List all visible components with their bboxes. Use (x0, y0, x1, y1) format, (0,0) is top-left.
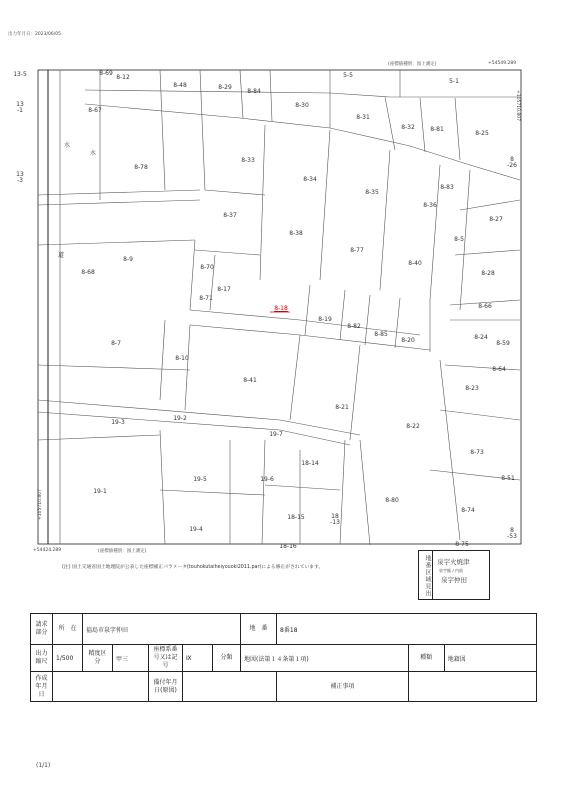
lot-label: 8-70 (200, 264, 214, 271)
coord-top-right: +54549.289 (488, 61, 517, 66)
lot-label: 8-25 (475, 130, 489, 137)
lot-label: 8-34 (303, 176, 317, 183)
lot-label: 8-18 (274, 305, 288, 312)
lot-label: 8-82 (347, 323, 361, 330)
lot-label: 8-12 (116, 74, 130, 81)
lot-label: 8-10 (175, 355, 189, 362)
lot-number-value: 8番18 (277, 614, 537, 645)
lot-label: 8-17 (217, 286, 231, 293)
classification-label: 分類 (213, 645, 241, 672)
lot-label: 19-3 (111, 419, 125, 426)
coord-left: +105710.807 (38, 489, 43, 520)
lot-label: 8-48 (173, 82, 187, 89)
coord-bottom-left: +54424.289 (33, 548, 62, 553)
page-number: (1/1) (36, 762, 51, 769)
lot-label: 8-20 (401, 337, 415, 344)
lot-label: 8-22 (406, 423, 420, 430)
print-date: 出力年月日：2023/06/05 (8, 32, 61, 37)
attached-value (183, 672, 277, 702)
lot-label: 8-74 (461, 507, 475, 514)
lot-label: 8 -26 (507, 156, 517, 169)
lot-label: 13 -3 (16, 171, 24, 184)
lot-label: 8-32 (401, 124, 415, 131)
lot-label: 8-41 (243, 377, 257, 384)
area-name-3: 泉字仲田 (441, 576, 467, 584)
lot-label: 5-5 (343, 72, 353, 79)
lot-label: 8-27 (489, 216, 503, 223)
lot-label: 8-73 (470, 449, 484, 456)
lot-label: 8-38 (289, 230, 303, 237)
lot-label: 8-64 (492, 366, 506, 373)
classification-value: 地図(法第１４条第１項) (241, 645, 409, 672)
lot-label: 8-5 (454, 236, 464, 243)
lot-label: 8-30 (295, 102, 309, 109)
coord-right: +105710.807 (515, 90, 520, 121)
lot-label: 8-68 (81, 269, 95, 276)
coord-system-label: 座標系番号又は記号 (149, 645, 183, 672)
lot-label: 8-28 (481, 270, 495, 277)
lot-label: 8-77 (350, 247, 364, 254)
location-label: 所 在 (53, 614, 83, 645)
created-value (53, 672, 149, 702)
type-value: 地籍図 (444, 645, 536, 672)
lot-label: 8-36 (423, 202, 437, 209)
lot-label: 8-75 (455, 541, 469, 548)
lot-label: 18-15 (287, 514, 305, 521)
lot-label: 8-81 (430, 126, 444, 133)
lot-label: 18-16 (279, 543, 297, 550)
created-label: 作成年月日 (31, 672, 53, 702)
lot-label: 8-37 (223, 212, 237, 219)
lot-label: 8-19 (318, 316, 332, 323)
lot-label: 18-14 (301, 460, 319, 467)
lot-label: 8-40 (408, 260, 422, 267)
location-value: 福島市泉字仲田 (83, 614, 241, 645)
street-label-water-1: 水 (64, 142, 71, 149)
lot-label: 13 -1 (16, 101, 24, 114)
lot-label: 8-51 (501, 475, 515, 482)
lot-label: 8 -53 (507, 527, 517, 540)
area-index-box (418, 550, 490, 600)
lot-label: 18 -13 (330, 513, 340, 526)
lot-label: 8-80 (385, 497, 399, 504)
lot-label: 8-78 (134, 164, 148, 171)
area-name-1: 泉字火焼津 (437, 558, 470, 566)
street-label-road: 道 (58, 252, 65, 259)
precision-value: 甲三 (113, 645, 149, 672)
coord-system-bottom: (座標値種別：図上測定) (98, 549, 147, 554)
lot-label: 8-29 (218, 84, 232, 91)
coord-system-value: Ⅸ (183, 645, 213, 672)
lot-label: 8-83 (440, 184, 454, 191)
lot-label: 8-21 (335, 404, 349, 411)
lot-label: 19-2 (173, 415, 187, 422)
request-section-label: 請求部分 (31, 614, 53, 645)
precision-label: 精度区分 (83, 645, 113, 672)
lot-label: 19-5 (193, 476, 207, 483)
lot-label: 8-33 (241, 157, 255, 164)
lot-label: 8-23 (465, 385, 479, 392)
lot-label: 8-31 (356, 114, 370, 121)
lot-label: 19-6 (260, 476, 274, 483)
lot-label: 19-1 (93, 488, 107, 495)
area-name-2: 泉字飯ノ内前 (439, 568, 463, 573)
lot-label: 19-4 (189, 526, 203, 533)
lot-label: 8-84 (247, 88, 261, 95)
lot-label: 13-5 (13, 71, 27, 78)
lot-label: 8-85 (374, 331, 388, 338)
coord-system-top: (座標値種別：図上測定) (388, 62, 437, 67)
correction-label: 補正事項 (277, 672, 409, 702)
lot-label: 8-7 (111, 340, 121, 347)
lot-label: 8-9 (123, 256, 133, 263)
lot-label: 8-24 (474, 334, 488, 341)
lot-label: 8-59 (496, 340, 510, 347)
street-label-water-2: 水 (90, 150, 97, 157)
note-text: (注) 国土交通省国土地理院が公表した座標補正パラメータ(touhokutaiheiyouoki2011.par)による修正がされています。 (62, 565, 324, 570)
lot-label: 5-1 (449, 78, 459, 85)
lot-label: 8-71 (199, 295, 213, 302)
correction-value (408, 672, 536, 702)
info-table (30, 613, 537, 702)
lot-label: 8-66 (478, 303, 492, 310)
attached-label: 備付年月日(原図) (149, 672, 183, 702)
scale-value: 1/500 (53, 645, 83, 672)
area-index-title: 地番区域見出 (419, 551, 433, 599)
lot-label: 8-67 (88, 107, 102, 114)
lot-label: 19-7 (269, 431, 283, 438)
type-label: 種類 (408, 645, 444, 672)
lot-label: 8-35 (365, 189, 379, 196)
scale-label: 出力縮尺 (31, 645, 53, 672)
lot-number-label: 地 番 (241, 614, 277, 645)
lot-label: 8-69 (99, 70, 113, 77)
